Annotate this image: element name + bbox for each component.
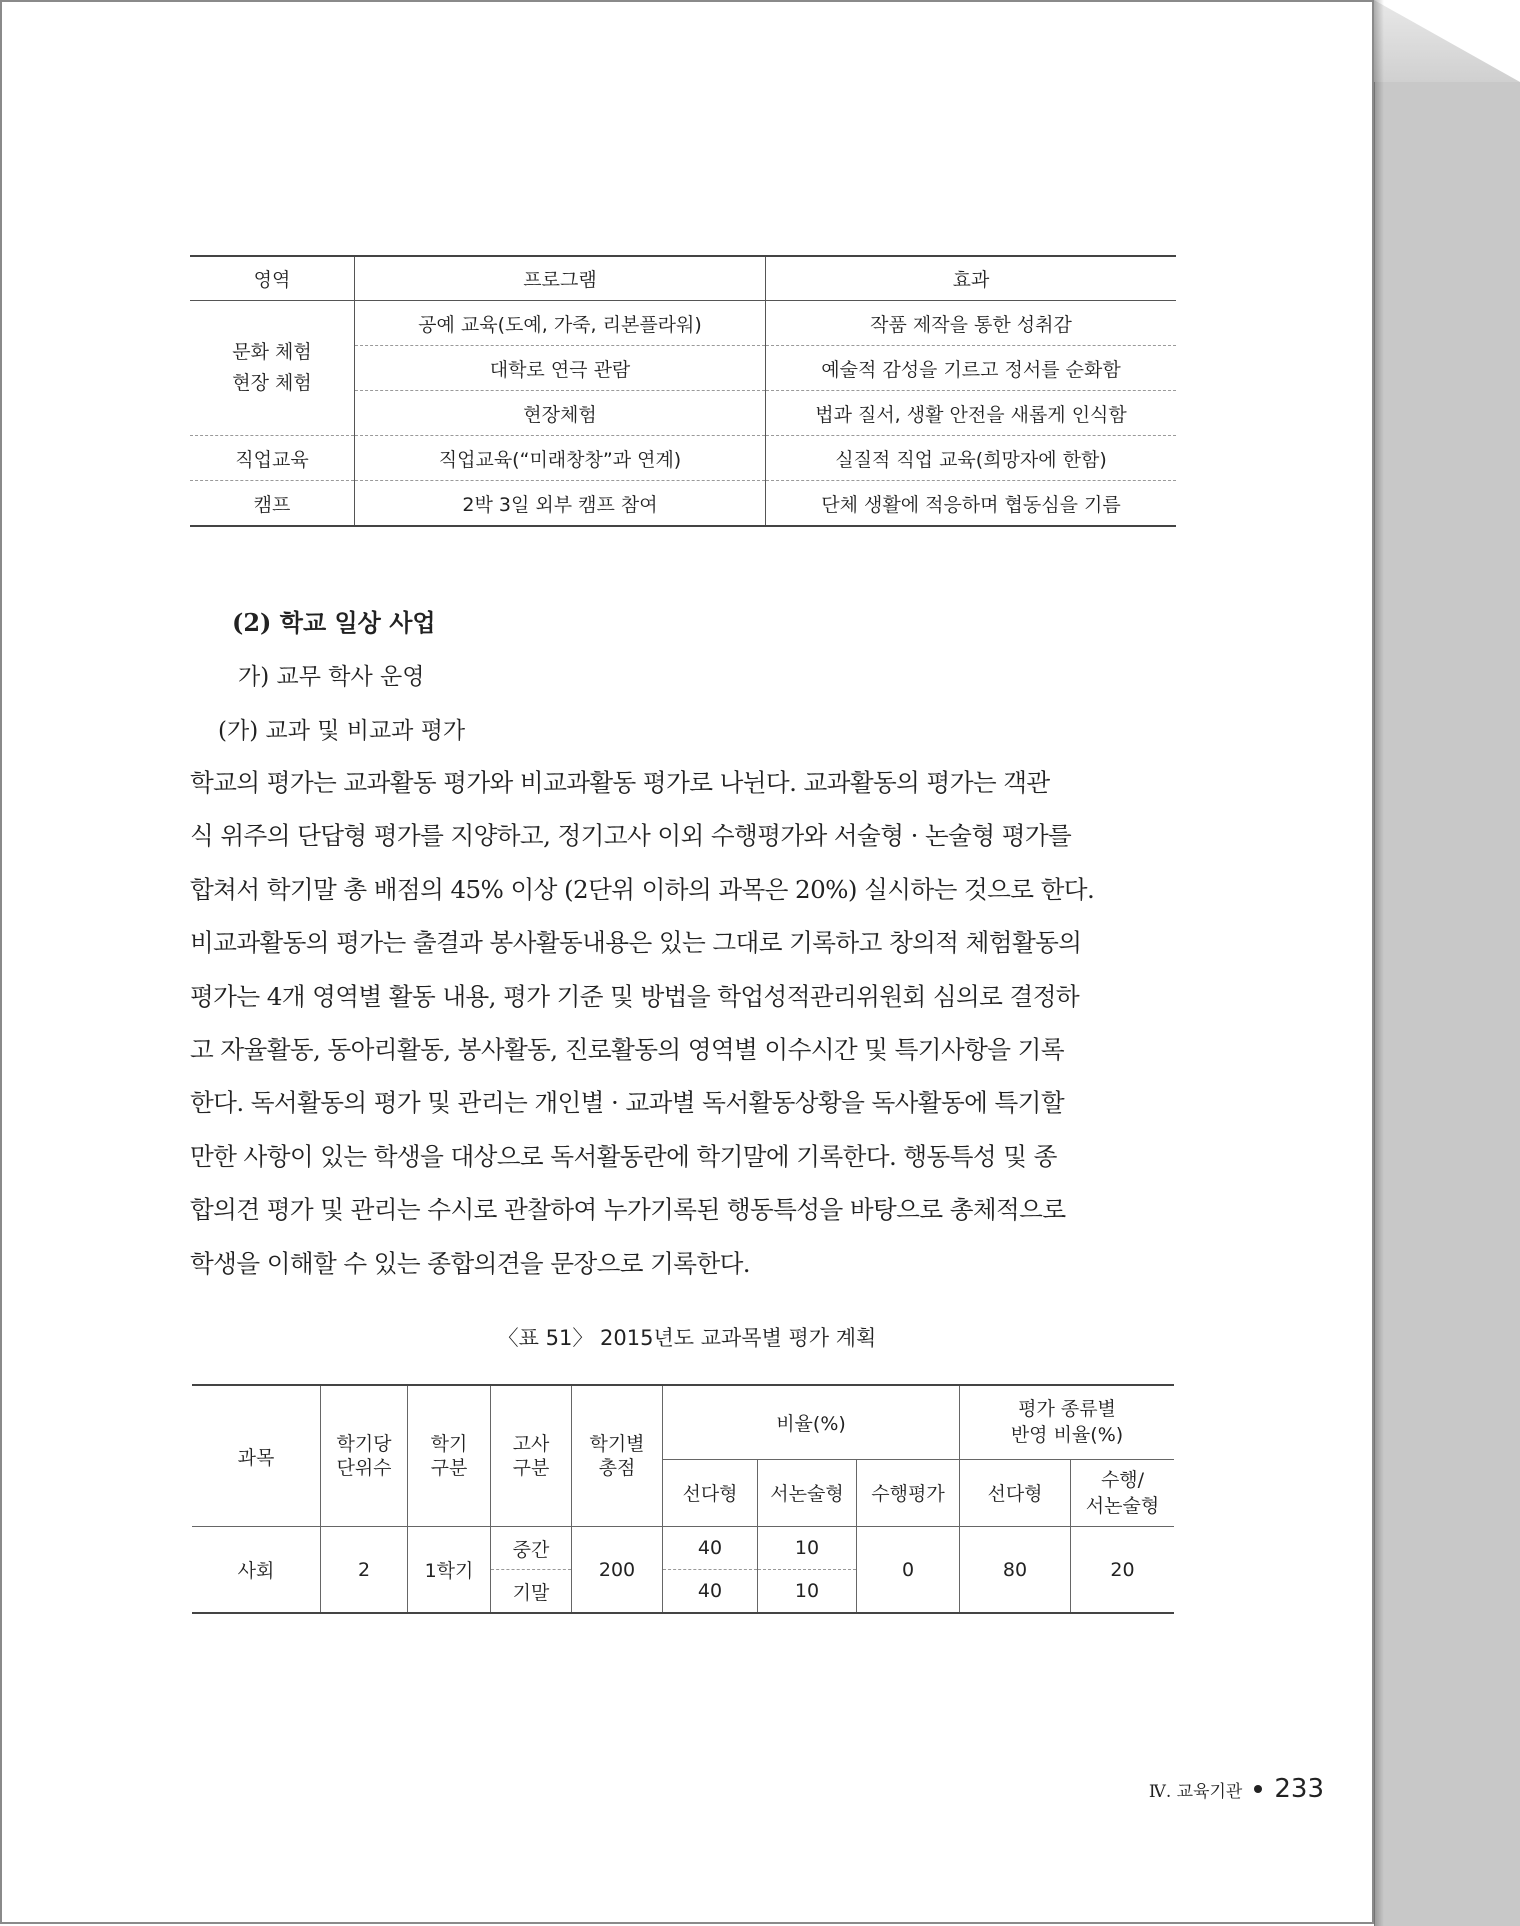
cell-essay-midterm: 10 — [758, 1527, 857, 1570]
table-header-row — [192, 1385, 1174, 1459]
header-ratio-performance: 수행평가 — [857, 1459, 960, 1526]
paragraph-line: 학교의 평가는 교과활동 평가와 비교과활동 평가로 나뉜다. 교과활동의 평가는 객관 — [190, 768, 1050, 797]
header-exam: 고사 구분 — [491, 1385, 572, 1527]
page-number: 233 — [1274, 1774, 1324, 1804]
header-effect: 효과 — [766, 256, 1177, 301]
cell-units: 2 — [321, 1527, 408, 1614]
table-caption: 〈표 51〉 2015년도 교과목별 평가 계획 — [497, 1326, 877, 1350]
table-row — [190, 301, 1176, 346]
table-header-row — [190, 256, 1176, 301]
cell-mc-final: 40 — [663, 1570, 758, 1614]
chapter-label: Ⅳ. 교육기관 — [1148, 1782, 1243, 1802]
cell-program: 2박 3일 외부 캠프 참여 — [355, 481, 766, 527]
header-total: 학기별 총점 — [572, 1385, 663, 1527]
page-edge-side — [1374, 82, 1520, 1926]
header-ratio-essay: 서논술형 — [758, 1459, 857, 1526]
page-edge-shadow — [1374, 0, 1384, 1926]
table-row — [190, 436, 1176, 481]
cell-exam-final: 기말 — [491, 1570, 572, 1614]
cell-exam-midterm: 중간 — [491, 1527, 572, 1570]
page-footer — [1149, 1774, 1324, 1804]
program-table — [190, 255, 1176, 527]
subsubsection-heading: (가) 교과 및 비교과 평가 — [218, 718, 466, 744]
cell-reflect-performance: 20 — [1071, 1527, 1175, 1614]
cell-subject: 사회 — [192, 1527, 321, 1614]
header-area: 영역 — [190, 256, 355, 301]
cell-reflect-mc: 80 — [960, 1527, 1071, 1614]
header-units: 학기당 단위수 — [321, 1385, 408, 1527]
header-semester: 학기 구분 — [408, 1385, 491, 1527]
body-paragraph — [190, 756, 1180, 1290]
paragraph-line: 만한 사항이 있는 학생을 대상으로 독서활동란에 학기말에 기록한다. 행동특성 및 종 — [190, 1141, 1057, 1171]
evaluation-plan-table — [192, 1384, 1174, 1614]
header-program: 프로그램 — [355, 256, 766, 301]
section-heading: (2) 학교 일상 사업 — [232, 608, 436, 637]
cell-program: 공예 교육(도예, 가죽, 리본플라워) — [355, 301, 766, 346]
cell-effect: 단체 생활에 적응하며 협동심을 기름 — [821, 493, 1121, 516]
cell-effect: 예술적 감성을 기르고 정서를 순화함 — [766, 346, 1177, 391]
cell-effect: 작품 제작을 통한 성취감 — [766, 301, 1177, 346]
cell-program: 대학로 연극 관람 — [355, 346, 766, 391]
page-edge-top — [1374, 0, 1520, 82]
paragraph-line: 식 위주의 단답형 평가를 지양하고, 정기고사 이외 수행평가와 서술형 · 논술형 평가를 — [190, 821, 1072, 851]
header-subject: 과목 — [192, 1385, 321, 1527]
cell-effect: 실질적 직업 교육(희망자에 한함) — [766, 436, 1177, 481]
header-ratio-multiple-choice: 선다형 — [663, 1459, 758, 1526]
cell-program: 직업교육(“미래창창”과 연계) — [355, 436, 766, 481]
cell-area: 문화 체험 현장 체험 — [190, 301, 355, 436]
cell-mc-midterm: 40 — [663, 1527, 758, 1570]
paragraph-line: 학생을 이해할 수 있는 종합의견을 문장으로 기록한다. — [190, 1248, 750, 1278]
paragraph-line: 고 자율활동, 동아리활동, 봉사활동, 진로활동의 영역별 이수시간 및 특기사항을 기록 — [190, 1035, 1064, 1065]
cell-program: 현장체험 — [355, 391, 766, 436]
cell-area: 캠프 — [190, 481, 355, 527]
header-reflect-ratio: 평가 종류별 반영 비율(%) — [960, 1385, 1175, 1459]
cell-performance: 0 — [857, 1527, 960, 1614]
paragraph-line: 합의견 평가 및 관리는 수시로 관찰하여 누가기록된 행동특성을 바탕으로 총체적으로 — [190, 1195, 1066, 1225]
subsection-heading: 가) 교무 학사 운영 — [238, 664, 425, 690]
cell-essay-final: 10 — [758, 1570, 857, 1614]
paragraph-line: 합쳐서 학기말 총 배점의 45% 이상 (2단위 이하의 과목은 20%) 실시하는 것으로 한다. — [190, 874, 1095, 904]
paragraph-line: 평가는 4개 영역별 활동 내용, 평가 기준 및 방법을 학업성적관리위원회 심의로 결정하 — [190, 981, 1080, 1011]
table-row — [192, 1527, 1174, 1570]
header-reflect-multiple-choice: 선다형 — [960, 1459, 1071, 1526]
cell-area: 직업교육 — [190, 436, 355, 481]
cell-total: 200 — [572, 1527, 663, 1614]
header-reflect-performance-essay: 수행/ 서논술형 — [1071, 1459, 1175, 1526]
cell-effect: 법과 질서, 생활 안전을 새롭게 인식함 — [766, 391, 1177, 436]
bullet-icon — [1254, 1785, 1262, 1793]
paragraph-line: 비교과활동의 평가는 출결과 봉사활동내용은 있는 그대로 기록하고 창의적 체험활동의 — [190, 928, 1082, 958]
cell-semester: 1학기 — [408, 1527, 491, 1614]
table-row — [190, 481, 1176, 527]
paragraph-line: 한다. 독서활동의 평가 및 관리는 개인별 · 교과별 독서활동상황을 독사활동에 특기할 — [190, 1088, 1064, 1118]
header-ratio: 비율(%) — [663, 1385, 960, 1459]
